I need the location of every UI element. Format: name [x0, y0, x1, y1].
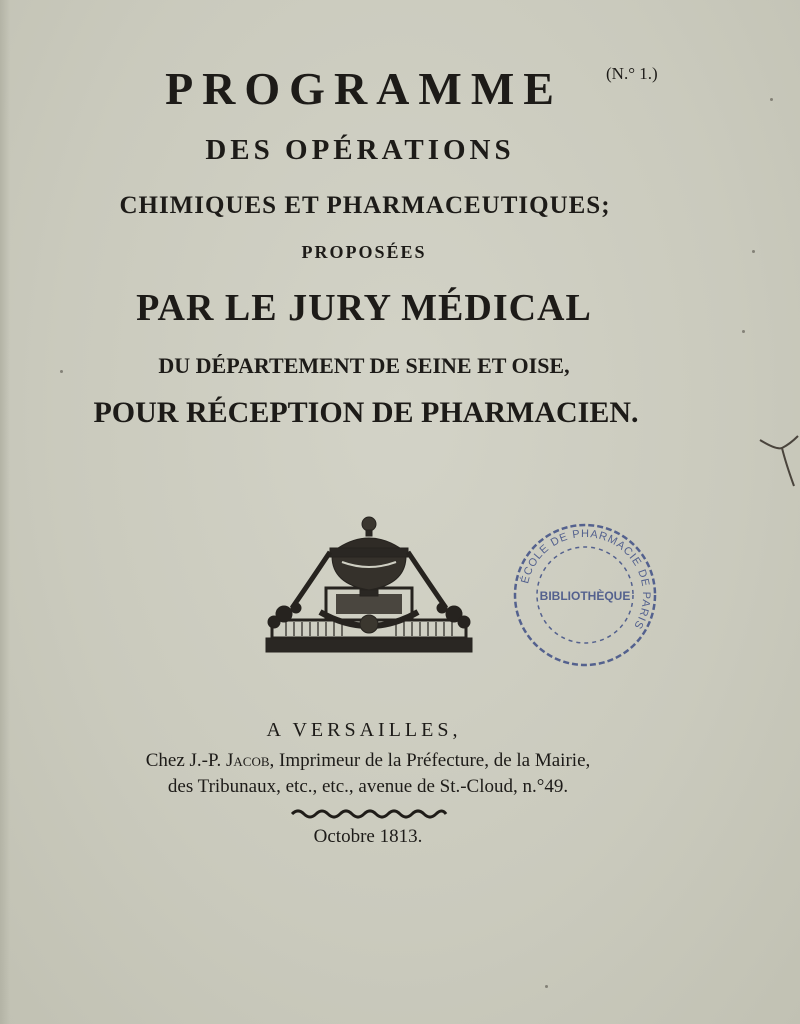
paper-speck: [742, 330, 745, 333]
title-operations: DES OPÉRATIONS: [205, 134, 515, 166]
printer-suffix: , Imprimeur de la Préfecture, de la Mairie,: [269, 750, 591, 771]
imprint-date: Octobre 1813.: [313, 826, 423, 847]
printer-prefix: Chez J.-P.: [145, 750, 226, 771]
paper-speck: [752, 250, 755, 253]
title-reception: POUR RÉCEPTION DE PHARMACIEN.: [93, 396, 639, 429]
paper-speck: [770, 98, 773, 101]
stamp-outer-text: ÉCOLE DE PHARMACIE DE PARIS: [519, 527, 653, 632]
printer-name: Jacob: [225, 750, 270, 771]
title-proposees: PROPOSÉES: [301, 242, 427, 262]
imprint-address: des Tribunaux, etc., etc., avenue de St.-Cloud, n.°49.: [167, 776, 569, 797]
imprint-place: A VERSAILLES,: [266, 719, 462, 741]
paper-speck: [545, 985, 548, 988]
imprint-printer: [0, 750, 768, 772]
title-programme: PROGRAMME: [165, 63, 563, 114]
title-departement: DU DÉPARTEMENT DE SEINE ET OISE,: [158, 353, 570, 378]
stamp-center-text: BIBLIOTHÈQUE: [539, 589, 631, 603]
library-stamp-icon: [510, 520, 660, 670]
paper-speck: [60, 370, 63, 373]
wavy-rule-icon: [290, 808, 448, 820]
document-number: (N.° 1.): [606, 64, 658, 83]
urn-ornament-icon: [262, 512, 476, 658]
binding-thread: [756, 430, 800, 490]
title-chimiques: CHIMIQUES ET PHARMACEUTIQUES;: [119, 192, 611, 219]
title-jury: PAR LE JURY MÉDICAL: [136, 287, 592, 329]
